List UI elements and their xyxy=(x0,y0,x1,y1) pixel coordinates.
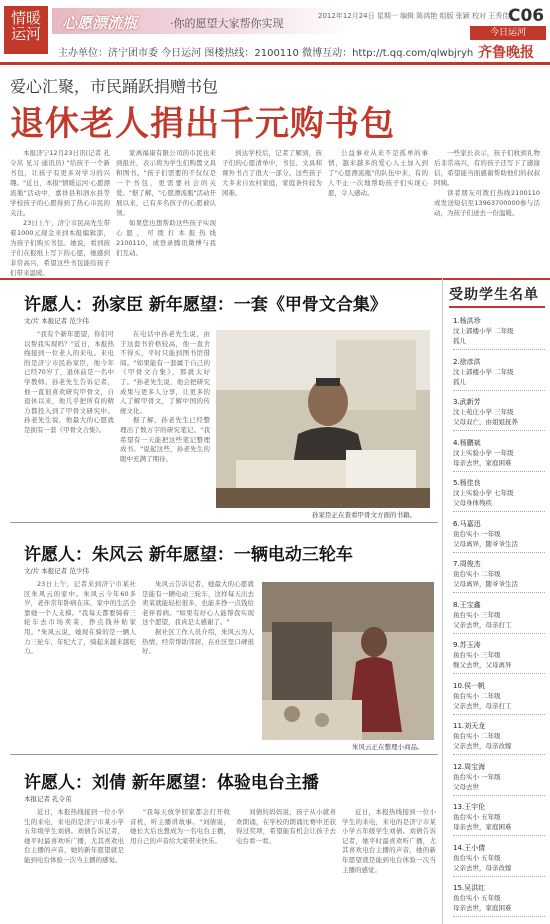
column-slogan: ·你的愿望大家帮你实现 xyxy=(170,17,284,30)
entry-divider xyxy=(453,552,545,553)
student-situation: 父母身体残疾 xyxy=(453,499,492,507)
student-school: 鱼台实小 一年级 xyxy=(453,529,501,538)
entry-divider xyxy=(453,876,545,877)
story-paragraph: 在电话中孙老先生说，由于这套书价格较高，他一直舍不得买，平时只能到图书馆借阅。"如果能有一套属于自己的《甲骨文合集》，那就太好了。"孙老先生说，他会把研究成果与更多人分享，让更多的人了解甲骨文，了解中国的传统文化。 xyxy=(120,330,210,415)
student-entry xyxy=(453,357,545,391)
story-paragraph: "我每天放学回家都会打开收音机，听主播讲故事。"刘倩说，她长大后也想成为一名电台主播，用自己的声音给大家带来快乐。 xyxy=(130,808,230,845)
entry-divider xyxy=(453,511,545,512)
photo-caption: 朱风云正在整理小商品。 xyxy=(352,743,424,751)
student-school: 鱼台实小 三年级 xyxy=(453,610,501,619)
entry-divider xyxy=(453,835,545,836)
student-school: 鱼台实小 三年级 xyxy=(453,651,501,659)
lead-headline: 退休老人捐出千元购书包 xyxy=(10,104,395,144)
story-title: 许愿人：孙家臣 新年愿望：一套《甲骨文合集》 xyxy=(24,295,387,315)
photo-caption: 孙家臣正在查看甲骨文方面的书籍。 xyxy=(312,511,416,519)
student-entry xyxy=(453,600,545,634)
story-paragraph: 据了解，孙老先生已经整理出了数万字的研究笔记。"我希望有一天能把这些笔记整理成书。"说起这些，孙老先生的眼中充满了期待。 xyxy=(120,416,210,463)
student-situation: 母亲去世，家庭困难 xyxy=(453,458,512,467)
lead-column-4 xyxy=(328,148,428,278)
student-situation: 继父去世，父母离异 xyxy=(453,661,512,669)
entry-divider xyxy=(453,592,545,593)
student-entry xyxy=(453,883,545,917)
photo-sun-jiachen xyxy=(216,330,430,508)
student-situation: 孤儿 xyxy=(453,377,466,386)
student-school: 鱼台实小 二年级 xyxy=(453,691,501,700)
student-name: 12.周宝海 xyxy=(453,762,486,771)
student-situation: 父亲去世，母亲改嫁 xyxy=(453,863,512,872)
story-title: 许愿人：朱风云 新年愿望：一辆电动三轮车 xyxy=(24,545,353,565)
student-situation: 孤儿 xyxy=(453,337,466,345)
sidebar-title: 受助学生名单 xyxy=(449,287,539,303)
student-name: 13.王宇伦 xyxy=(453,803,486,811)
student-school: 汶上实验小学 一年级 xyxy=(453,448,514,457)
student-school: 汶上郭楼小学 二年级 xyxy=(453,327,514,335)
masthead xyxy=(0,0,550,62)
student-entry xyxy=(453,721,545,755)
student-situation: 父母离异，随爷爷生活 xyxy=(453,539,518,548)
story-paragraph: 朱风云告诉记者，她最大的心愿就是能有一辆电动三轮车，这样每天出去卖菜就能轻松很多，也能多挣一点钱给老伴看病。"如果有好心人能帮我实现这个愿望，我真是太感谢了。" xyxy=(142,580,254,627)
story-paragraph: "我有个新年愿望，你们可以帮我实现吗？"近日，本报热线接到一位老人的来电。来电的是济宁市民孙家臣，他今年已经70岁了，退休前是一名中学教师。孙老先生告诉记者，他一直很喜欢研究甲骨文，自退休以来，他几乎把所有的精力都投入到了甲骨文研究中。孙老先生说，他最大的心愿就是拥有一套《甲骨文合集》。 xyxy=(24,330,114,434)
lead-paragraph: 如果您也想帮助这些孩子实现心愿，可拨打本报热线2100110，或登录腾讯微博与我们互动。 xyxy=(116,219,216,257)
student-situation: 母亲去世，家庭困难 xyxy=(453,823,512,831)
lead-column-3 xyxy=(222,148,322,278)
lead-paragraph: 公益事业从来不是孤单的事情，越来越多的爱心人士加入到了"心愿漂流瓶"的队伍中来，有的人不止一次地帮助孩子们实现心愿，令人感动。 xyxy=(328,149,428,197)
student-entry xyxy=(453,316,545,350)
section-label: 今日运河 xyxy=(470,26,546,40)
story-paragraph: 据社区工作人员介绍，朱风云为人热情，经常帮助邻居，在社区里口碑很好。 xyxy=(142,627,254,656)
student-name: 8.王宝鑫 xyxy=(453,600,481,609)
entry-divider xyxy=(453,714,545,715)
contact-line: 主办单位：济宁团市委 今日运河 图楼热线：2100110 微博互动：http://t.qq.com/qlwbjryh xyxy=(58,48,474,59)
story-column xyxy=(24,330,114,520)
student-entry xyxy=(453,478,545,512)
student-school: 汶上郭楼小学 二年级 xyxy=(453,367,514,376)
story-byline: 文/片 本报记者 范少伟 xyxy=(24,317,89,325)
student-entry xyxy=(453,640,545,674)
student-name: 6.马嘉迅 xyxy=(453,519,481,528)
story-paragraph: 近日，本报热线接到一位小学生的来电，来电的是济宁市某小学五年级学生刘倩。刘倩告诉记者，她平时最喜欢听广播，尤其喜欢电台主播的声音，她的新年愿望就是能到电台体验一次当主播的感觉。 xyxy=(24,808,124,864)
column-title: 心愿漂流瓶 xyxy=(62,14,138,32)
story-paragraph: 刘倩的妈妈说，孩子从小就喜欢朗诵，在学校的朗诵比赛中还获得过奖项，希望能有机会让孩子去电台看一看。 xyxy=(236,808,336,845)
student-school: 汶上实验小学 七年级 xyxy=(453,489,514,497)
student-name: 5.杨佳良 xyxy=(453,479,481,487)
student-school: 鱼台实小 五年级 xyxy=(453,813,501,821)
student-name: 10.侯一帆 xyxy=(453,681,486,690)
student-name: 11.刘天龙 xyxy=(453,722,486,730)
student-entry xyxy=(453,438,545,472)
student-name: 15.吴洪红 xyxy=(453,884,486,892)
story-column xyxy=(236,808,336,918)
story-title: 许愿人：刘倩 新年愿望：体验电台主播 xyxy=(24,773,319,793)
story-byline: 文/片 本报记者 范少伟 xyxy=(24,567,89,575)
student-name: 4.杨鹏斌 xyxy=(453,438,481,447)
story-paragraph: 23日上午，记者来到济宁市某社区朱风云的家中。朱风云今年60多岁，老伴常年卧病在床，家中的生活全靠她一个人支撑。"我每天都要骑着三轮车去市场卖菜，挣点钱补贴家用。"朱风云说，她现在骑的是一辆人力三轮车，年纪大了，骑起来越来越吃力。 xyxy=(24,580,136,656)
lead-paragraph: 家离福康有限公司的市民也来到报社，表示将为学生们购置文具和图书。"孩子们需要的不仅仅是一个书包，更需要社会的关爱。"据了解，"心愿漂流瓶"活动开展以来，已有多名孩子的心愿被认领。 xyxy=(116,149,216,217)
story-column xyxy=(24,808,124,918)
student-name: 1.杨洪珍 xyxy=(453,317,481,325)
entry-divider xyxy=(453,471,545,472)
student-entry xyxy=(453,681,545,715)
student-entry xyxy=(453,762,545,796)
lead-paragraph: 一些家长表示，孩子们收到礼物后非常高兴，有的孩子还写下了感谢信，希望能当面感谢帮助他们的叔叔阿姨。 xyxy=(434,149,540,187)
lead-paragraph: 到达学校后，记者了解到，孩子们的心愿清单中，书包、文具和课外书占了很大一部分。这些孩子大多来自农村家庭，家庭条件较为困难。 xyxy=(222,149,322,197)
entry-divider xyxy=(453,795,545,796)
student-name: 7.周俊杰 xyxy=(453,560,481,568)
student-entry xyxy=(453,397,545,431)
lead-column-1 xyxy=(10,148,110,278)
student-situation: 父母离异，随爷爷生活 xyxy=(453,580,518,588)
story-column xyxy=(142,580,254,762)
story-divider xyxy=(10,754,438,755)
story-column xyxy=(120,330,210,520)
student-name: 14.王小倩 xyxy=(453,843,486,852)
page-number: C06 xyxy=(508,6,545,26)
story-column xyxy=(342,808,436,918)
story-byline: 本报记者 孔令茁 xyxy=(24,795,72,803)
newspaper-name: 齐鲁晚报 xyxy=(478,45,534,61)
student-situation: 父母去世 xyxy=(453,782,479,791)
entry-divider xyxy=(453,633,545,634)
student-situation: 父亲去世，母亲打工 xyxy=(453,620,512,629)
lead-paragraph: 读者朋友可拨打热线2100110或发送短信至13963700000参与活动，为孩子们送去一份温暖。 xyxy=(434,189,540,217)
student-entry xyxy=(453,802,545,836)
student-school: 鱼台实小 二年级 xyxy=(453,732,501,740)
student-school: 鱼台实小 五年级 xyxy=(453,894,501,902)
student-school: 汶上苑庄小学 三年级 xyxy=(453,408,514,416)
entry-divider xyxy=(453,754,545,755)
student-name: 9.苏玉涛 xyxy=(453,641,481,649)
story-column xyxy=(130,808,230,918)
student-name: 3.武新芳 xyxy=(453,398,481,406)
student-entry xyxy=(453,559,545,593)
student-entry xyxy=(453,519,545,553)
entry-divider xyxy=(453,916,545,917)
dateline: 2012年12月24日 星期一 编辑 陈鸿艳 组版 张颖 校对 王秀佳 xyxy=(318,12,510,20)
sidebar-rule xyxy=(449,306,545,308)
student-situation: 父亲去世，母亲改嫁 xyxy=(453,742,512,750)
lead-column-2 xyxy=(116,148,216,278)
lead-paragraph: 23日上午，济宁市民高先生带着1000元现金来到本报编辑部，为孩子们购买书包。她说，看到孩子们在报纸上写下的心愿，她感到非常高兴，希望这些书包能给孩子们带来温暖。 xyxy=(10,219,110,277)
masthead-rule xyxy=(0,62,550,65)
story-column xyxy=(24,580,136,762)
lead-column-5 xyxy=(434,148,540,278)
entry-divider xyxy=(453,349,545,350)
student-school: 鱼台实小 二年级 xyxy=(453,570,501,578)
student-situation: 父母双亡，由姐姐抚养 xyxy=(453,418,518,426)
student-name: 2.徐彦洪 xyxy=(453,357,481,366)
lead-kicker: 爱心汇聚，市民踊跃捐赠书包 xyxy=(10,77,219,96)
entry-divider xyxy=(453,390,545,391)
student-situation: 母亲去世，家庭困难 xyxy=(453,904,512,912)
sidebar-student-list xyxy=(442,278,550,924)
student-situation: 父亲去世，母亲打工 xyxy=(453,701,512,710)
story-paragraph: 近日，本报热线接到一位小学生的来电，来电的是济宁市某小学五年级学生刘倩。刘倩告诉记者，她平时最喜欢听广播，尤其喜欢电台主播的声音，她的新年愿望就是能到电台体验一次当主播的感觉。 xyxy=(342,808,436,874)
entry-divider xyxy=(453,673,545,674)
photo-zhu-fengyun xyxy=(262,582,434,740)
student-entry xyxy=(453,843,545,877)
student-school: 鱼台实小 一年级 xyxy=(453,772,501,781)
column-banner xyxy=(52,8,352,34)
entry-divider xyxy=(453,430,545,431)
lead-paragraph: 本报济宁12月23日讯(记者 孔令茁 见习 通讯员) "给孩子一个新书包，让孩子有更多对学习的兴趣。"近日，本报"情暖运河·心愿漂流瓶"活动中，嘉祥县和泗水县等学校孩子的心愿得到了热心市民的关注。 xyxy=(10,149,110,217)
column-logo: 情暖运河 xyxy=(4,6,48,54)
story-divider xyxy=(10,522,438,523)
student-school: 鱼台实小 五年级 xyxy=(453,853,501,862)
